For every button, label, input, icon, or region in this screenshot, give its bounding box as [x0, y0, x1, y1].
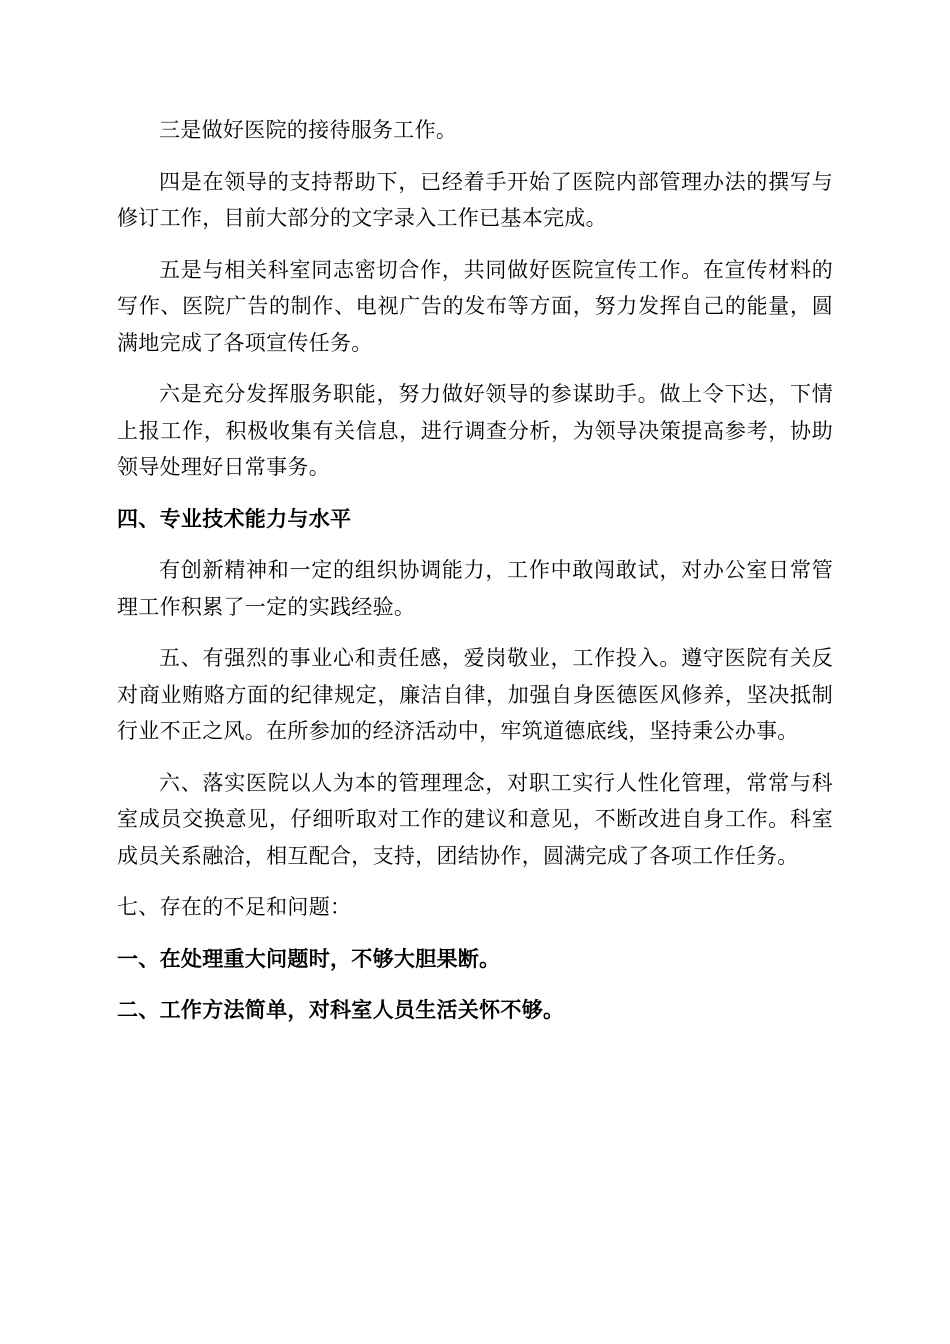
- paragraph-responsibility: 五、有强烈的事业心和责任感，爱岗敬业，工作投入。遵守医院有关反对商业贿赂方面的纪律规定，廉洁自律，加强自身医德医风修养，坚决抵制行业不正之风。在所参加的经济活动中，牢筑道德底线，坚持秉公办事。: [117, 646, 833, 743]
- paragraph-publicity-work: 五是与相关科室同志密切合作，共同做好医院宣传工作。在宣传材料的写作、医院广告的制作、电视广告的发布等方面，努力发挥自己的能量，圆满地完成了各项宣传任务。: [117, 257, 833, 355]
- paragraph-innovation: 有创新精神和一定的组织协调能力，工作中敢闯敢试，对办公室日常管理工作积累了一定的实践经验。: [117, 558, 833, 619]
- paragraph-reception-service: 三是做好医院的接待服务工作。: [159, 118, 458, 142]
- issue-item-work-method: 二、工作方法简单，对科室人员生活关怀不够。: [117, 997, 565, 1022]
- document-body: [117, 112, 833, 1044]
- section-heading-technical-ability: 四、专业技术能力与水平: [117, 505, 352, 531]
- issue-item-decisiveness: 一、在处理重大问题时，不够大胆果断。: [117, 945, 501, 971]
- paragraph-management-rules: 四是在领导的支持帮助下，已经着手开始了医院内部管理办法的撰写与修订工作，目前大部分的文字录入工作已基本完成。: [117, 169, 833, 230]
- paragraph-people-oriented: 六、落实医院以人为本的管理理念，对职工实行人性化管理，常常与科室成员交换意见，仔细听取对工作的建议和意见，不断改进自身工作。科室成员关系融洽，相互配合，支持，团结协作，圆满完成了各项工作任务。: [117, 770, 833, 868]
- paragraph-service-function: 六是充分发挥服务职能，努力做好领导的参谋助手。做上令下达，下情上报工作，积极收集有关信息，进行调查分析，为领导决策提高参考，协助领导处理好日常事务。: [117, 382, 833, 479]
- section-heading-shortcomings: 七、存在的不足和问题：: [117, 895, 352, 919]
